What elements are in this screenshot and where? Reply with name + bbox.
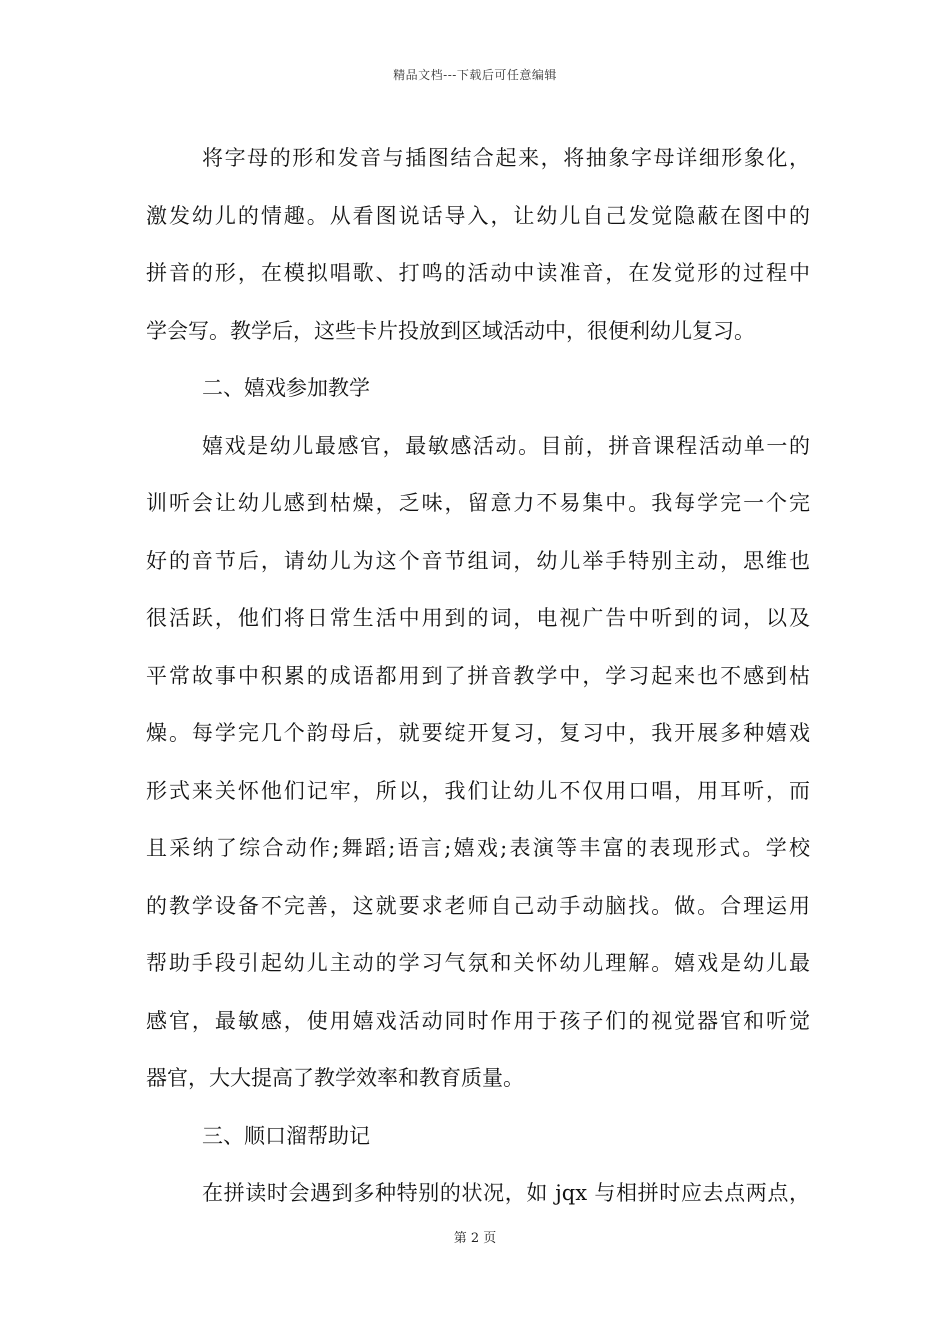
text-line: 将字母的形和发音与插图结合起来，将抽象字母详细形象化， — [202, 146, 810, 170]
text-line: 很活跃，他们将日常生活中用到的词，电视广告中听到的词，以及 — [146, 606, 810, 630]
text-line: 平常故事中积累的成语都用到了拼音教学中，学习起来也不感到枯 — [146, 663, 810, 688]
text-line: 形式来关怀他们记牢，所以，我们让幼儿不仅用口唱，用耳听，而 — [146, 778, 810, 803]
page-header: 精品文档---下载后可任意编辑 — [393, 68, 557, 82]
text-line: 拼音的形，在模拟唱歌、打鸣的活动中读准音，在发觉形的过程中 — [146, 261, 810, 285]
text-line: 二、嬉戏参加教学 — [202, 376, 370, 400]
text-line: 学会写。教学后，这些卡片投放到区域活动中，很便利幼儿复习。 — [146, 318, 755, 343]
text-line: 感官，最敏感，使用嬉戏活动同时作用于孩子们的视觉器官和听觉 — [146, 1008, 810, 1033]
text-line: 训听会让幼儿感到枯燥，乏味，留意力不易集中。我每学完一个完 — [146, 491, 810, 515]
text-line: 激发幼儿的情趣。从看图说话导入，让幼儿自己发觉隐蔽在图中的 — [146, 203, 810, 228]
text-line: 嬉戏是幼儿最感官，最敏感活动。目前，拼音课程活动单一的 — [202, 433, 810, 458]
document-body — [146, 130, 810, 1223]
text-line: 帮助手段引起幼儿主动的学习气氛和关怀幼儿理解。嬉戏是幼儿最 — [146, 951, 810, 975]
text-line: 三、顺口溜帮助记 — [202, 1123, 370, 1148]
text-line: 的教学设备不完善，这就要求老师自己动手动脑找。做。合理运用 — [146, 893, 810, 918]
page-number: 第 2 页 — [453, 1231, 497, 1246]
text-line: 且采纳了综合动作;舞蹈;语言;嬉戏;表演等丰富的表现形式。学校 — [146, 836, 810, 860]
text-line: 器官，大大提高了教学效率和教育质量。 — [146, 1066, 524, 1090]
text-line: 燥。每学完几个韵母后，就要绽开复习，复习中，我开展多种嬉戏 — [146, 721, 810, 745]
text-line: 在拼读时会遇到多种特别的状况，如 jqx 与相拼时应去点两点， — [202, 1181, 810, 1205]
text-line: 好的音节后，请幼儿为这个音节组词，幼儿举手特别主动，思维也 — [146, 548, 810, 573]
